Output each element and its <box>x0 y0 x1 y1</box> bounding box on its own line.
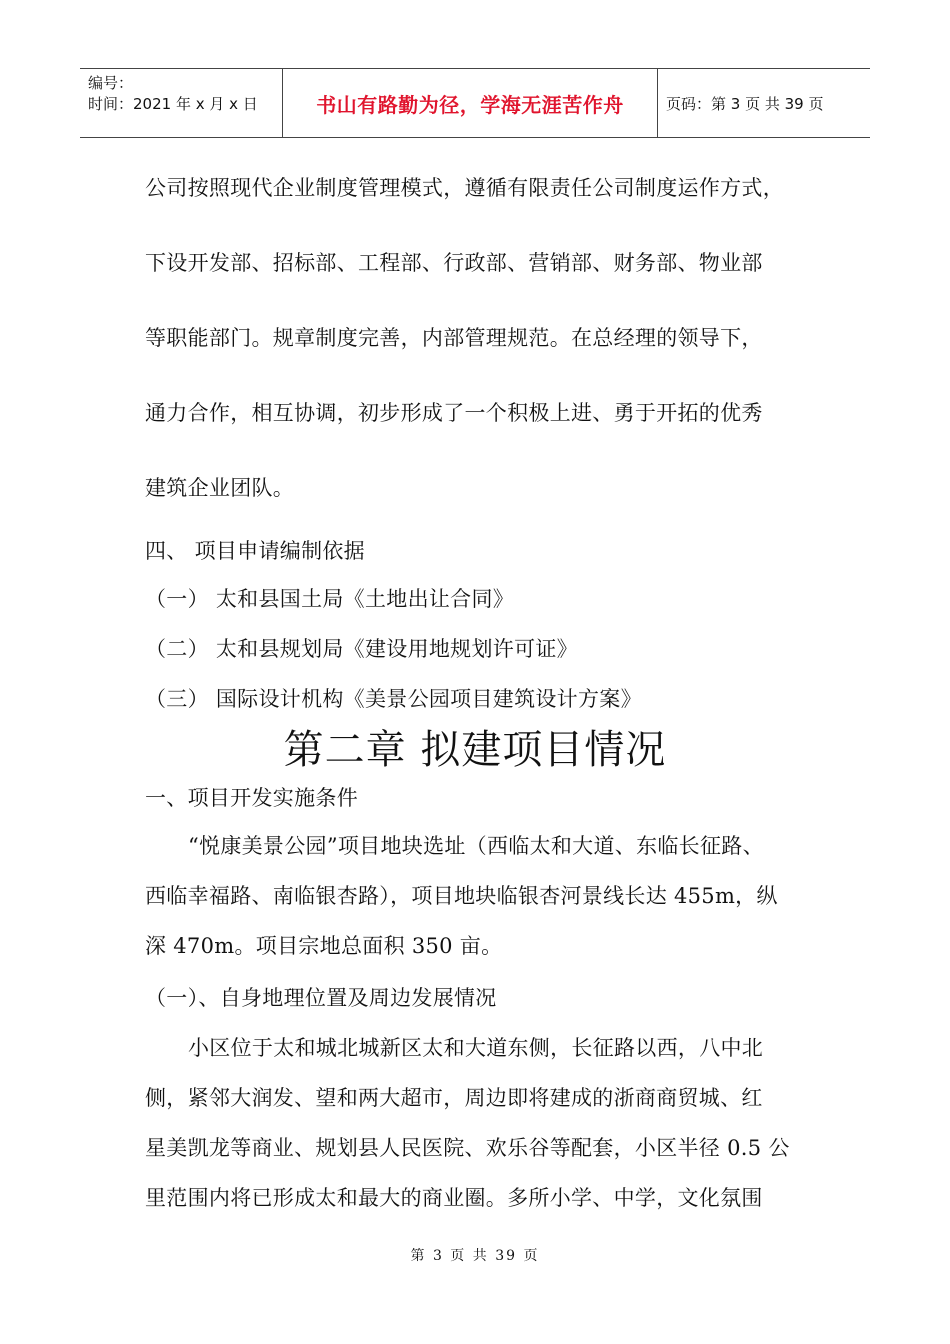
location-line: 里范围内将已形成太和最大的商业圈。多所小学、中学，文化氛围 <box>145 1186 763 1210</box>
body-paragraph-line: 下设开发部、招标部、工程部、行政部、营销部、财务部、物业部 <box>145 251 763 275</box>
header-number-label: 编号： <box>88 74 134 92</box>
header-meta <box>80 69 282 137</box>
chapter-title: 第二章 拟建项目情况 <box>283 727 667 773</box>
intro-line: 西临幸福路、南临银杏路），项目地块临银杏河景线长达 455m，纵 <box>145 884 778 908</box>
location-line: 侧，紧邻大润发、望和两大超市，周边即将建成的浙商商贸城、红 <box>145 1086 763 1110</box>
header-motto: 书山有路勤为径，学海无涯苦作舟 <box>282 69 658 137</box>
location-line: 小区位于太和城北城新区太和大道东侧，长征路以西，八中北 <box>188 1036 764 1060</box>
page-header <box>80 68 870 138</box>
body-paragraph-line: 等职能部门。规章制度完善，内部管理规范。在总经理的领导下， <box>145 326 763 350</box>
body-paragraph-line: 公司按照现代企业制度管理模式，遵循有限责任公司制度运作方式， <box>145 176 784 200</box>
page-footer: 第 3 页 共 39 页 <box>410 1248 540 1264</box>
section-one-heading: 一、项目开发实施条件 <box>145 786 358 810</box>
section-four-heading: 四、 项目申请编制依据 <box>145 539 365 563</box>
body-paragraph-line: 建筑企业团队。 <box>145 476 295 500</box>
intro-line: 深 470m。项目宗地总面积 350 亩。 <box>145 934 503 958</box>
body-paragraph-line: 通力合作，相互协调，初步形成了一个积极上进、勇于开拓的优秀 <box>145 401 763 425</box>
subsection-one-heading: （一）、自身地理位置及周边发展情况 <box>145 986 497 1010</box>
intro-line: “悦康美景公园”项目地块选址（西临太和大道、东临长征路、 <box>188 834 764 858</box>
location-line: 星美凯龙等商业、规划县人民医院、欢乐谷等配套，小区半径 0.5 公 <box>145 1136 790 1160</box>
basis-item: （二） 太和县规划局《建设用地规划许可证》 <box>145 637 578 661</box>
header-time-label: 时间：2021 年 x 月 x 日 <box>88 95 258 113</box>
basis-item: （一） 太和县国土局《土地出让合同》 <box>145 587 515 611</box>
basis-item: （三） 国际设计机构《美景公园项目建筑设计方案》 <box>145 687 642 711</box>
header-page-info: 页码：第 3 页 共 39 页 <box>666 94 824 113</box>
